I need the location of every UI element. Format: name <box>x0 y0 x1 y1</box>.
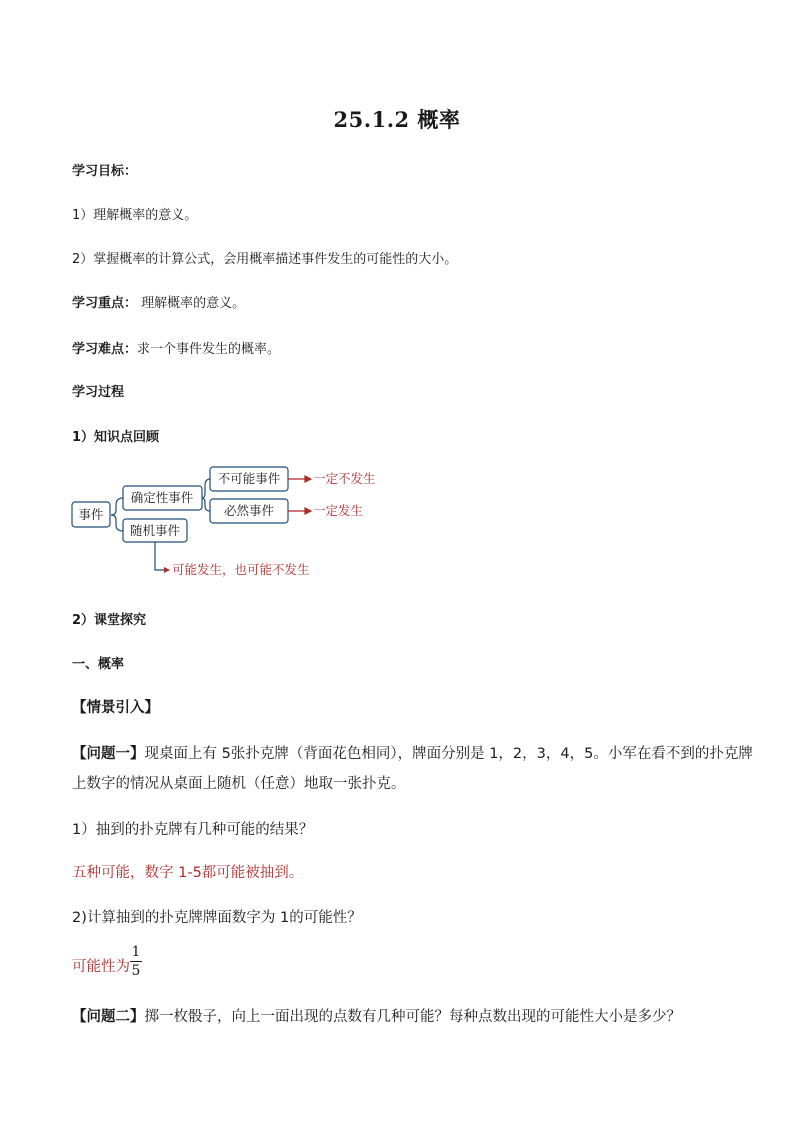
problem1-answer-1: 五种可能，数字 1-5都可能被抽到。 <box>72 865 304 881</box>
section-heading-probability: 一、概率 <box>72 657 125 672</box>
problem1-answer-2-prefix: 可能性为 <box>72 959 130 975</box>
problem1-line1 <box>72 742 753 763</box>
page-title: 25.1.2 概率 <box>333 107 461 132</box>
objective-item-1: 1）理解概率的意义。 <box>72 208 198 223</box>
diagram-random-result: 可能发生，也可能不发生 <box>172 562 310 577</box>
review-heading: 1）知识点回顾 <box>72 430 160 445</box>
fraction-bar <box>130 961 142 962</box>
fraction-numerator: 1 <box>131 944 141 960</box>
certain-brace <box>202 479 210 511</box>
problem2-text: 掷一枚骰子，向上一面出现的点数有几种可能？每种点数出现的可能性大小是多少？ <box>144 1009 681 1025</box>
objectives-heading: 学习目标： <box>72 164 138 179</box>
focus-text: 理解概率的意义。 <box>137 296 246 311</box>
difficulty-text: 求一个事件发生的概率。 <box>137 342 281 357</box>
problem2-line <box>72 1005 681 1026</box>
scenario-heading: 【情景引入】 <box>72 700 159 716</box>
fraction-one-fifth <box>130 944 142 979</box>
diagram-inevitable-label: 必然事件 <box>223 503 275 518</box>
problem1-question-2: 2)计算抽到的扑克牌牌面数字为 1的可能性？ <box>72 910 362 926</box>
objective-item-2: 2）掌握概率的计算公式，会用概率描述事件发生的可能性的大小。 <box>72 252 458 267</box>
diagram-impossible-label: 不可能事件 <box>217 471 281 486</box>
difficulty-label: 学习难点： <box>72 342 138 357</box>
diagram-random-label: 随机事件 <box>129 523 181 538</box>
problem2-label: 【问题二】 <box>72 1009 145 1025</box>
diagram-root-label: 事件 <box>78 507 104 522</box>
explore-heading: 2）课堂探究 <box>72 613 147 628</box>
problem1-text-1: 现桌面上有 5张扑克牌（背面花色相同），牌面分别是 1，2，3，4，5。小军在看不到的扑克牌 <box>144 746 753 762</box>
problem1-question-1: 1）抽到的扑克牌有几种可能的结果？ <box>72 822 314 838</box>
problem1-label: 【问题一】 <box>72 746 145 762</box>
diagram-certain-label: 确定性事件 <box>130 490 194 505</box>
process-heading: 学习过程 <box>72 385 125 400</box>
diagram-impossible-result: 一定不发生 <box>313 471 376 486</box>
diagram-inevitable-result: 一定发生 <box>313 503 364 518</box>
problem1-text-2: 上数字的情况从桌面上随机（任意）地取一张扑克。 <box>72 776 406 792</box>
focus-label: 学习重点： <box>72 296 138 311</box>
root-brace <box>111 498 123 531</box>
fraction-denominator: 5 <box>131 963 141 979</box>
